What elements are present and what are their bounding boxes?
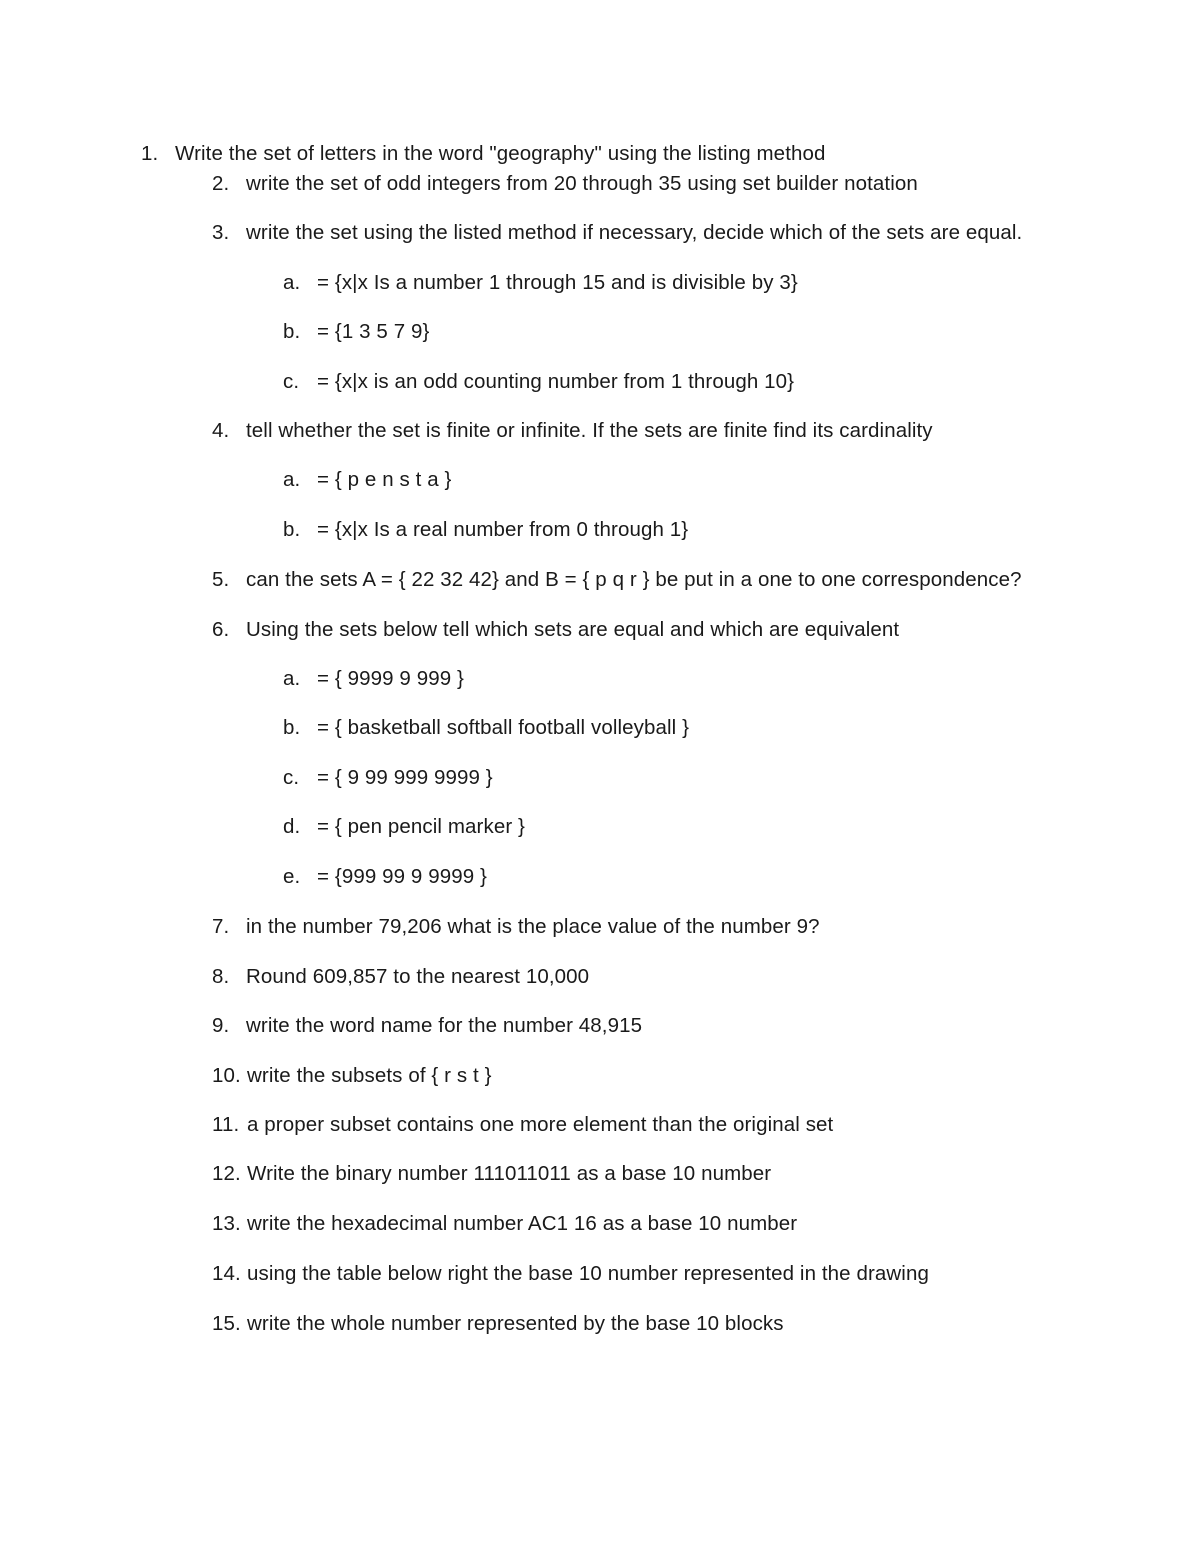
item-letter: a. [283,468,301,491]
question-number: 13. [212,1212,241,1235]
question-number: 15. [212,1312,241,1335]
question-number: 12. [212,1162,241,1185]
question-number: 3. [212,221,230,244]
question-number: 8. [212,965,230,988]
question-number: 11. [212,1113,240,1136]
question-text: a proper subset contains one more element than the original set [247,1113,834,1136]
question-number: 2. [212,172,230,195]
item-text: = {x|x is an odd counting number from 1 through 10} [317,370,795,393]
item-letter: d. [283,815,301,838]
item-letter: b. [283,716,301,739]
question-text: in the number 79,206 what is the place value of the number 9? [246,915,820,938]
item-text: = {x|x Is a real number from 0 through 1} [317,518,689,541]
question-text: write the set of odd integers from 20 through 35 using set builder notation [246,172,918,195]
question-text: Write the set of letters in the word "geography" using the listing method [175,142,826,165]
item-letter: a. [283,271,301,294]
item-letter: e. [283,865,301,888]
item-text: = {999 99 9 9999 } [317,865,487,888]
question-number: 7. [212,915,230,938]
question-text: write the word name for the number 48,915 [246,1014,643,1037]
question-text: write the whole number represented by the base 10 blocks [247,1312,784,1335]
question-text: Write the binary number 111011011 as a base 10 number [247,1162,772,1185]
question-text: can the sets A = { 22 32 42} and B = { p q r } be put in a one to one correspondence? [246,568,1022,591]
item-letter: a. [283,667,301,690]
question-number: 6. [212,618,230,641]
item-letter: b. [283,320,301,343]
question-number: 10. [212,1064,241,1087]
question-number: 5. [212,568,230,591]
item-text: = { pen pencil marker } [317,815,525,838]
question-text: write the set using the listed method if necessary, decide which of the sets are equal. [246,221,1023,244]
question-text: Using the sets below tell which sets are equal and which are equivalent [246,618,900,641]
item-text: = { 9999 9 999 } [317,667,464,690]
item-text: = { p e n s t a } [317,468,452,491]
question-text: using the table below right the base 10 number represented in the drawing [247,1262,929,1285]
question-text: write the subsets of { r s t } [247,1064,492,1087]
question-text: Round 609,857 to the nearest 10,000 [246,965,590,988]
question-number: 1. [141,142,159,165]
item-text: = { 9 99 999 9999 } [317,766,493,789]
item-text: = {x|x Is a number 1 through 15 and is divisible by 3} [317,271,798,294]
item-text: = { basketball softball football volleyball } [317,716,690,739]
item-letter: c. [283,766,300,789]
item-letter: c. [283,370,300,393]
question-number: 4. [212,419,230,442]
question-text: tell whether the set is finite or infinite. If the sets are finite find its cardinality [246,419,933,442]
item-letter: b. [283,518,301,541]
question-number: 9. [212,1014,230,1037]
question-text: write the hexadecimal number AC1 16 as a base 10 number [247,1212,798,1235]
item-text: = {1 3 5 7 9} [317,320,430,343]
question-number: 14. [212,1262,241,1285]
